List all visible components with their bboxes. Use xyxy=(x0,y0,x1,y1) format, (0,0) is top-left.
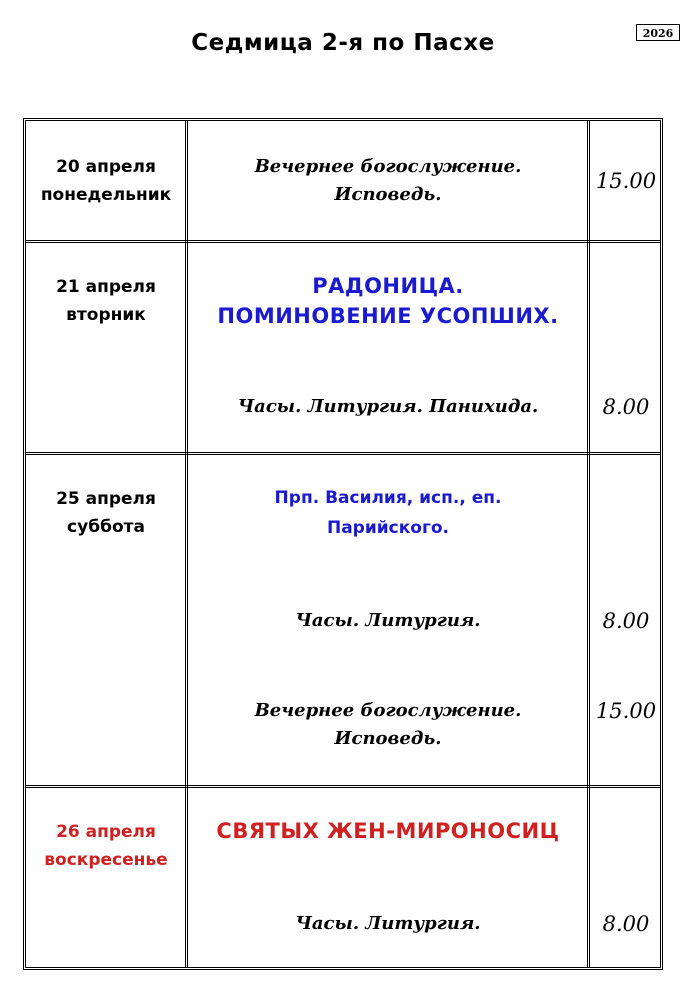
feast-line: СВЯТЫХ ЖЕН-МИРОНОСИЦ xyxy=(216,819,560,843)
feast-title xyxy=(188,483,588,543)
service-line: Часы. Литургия. xyxy=(295,913,481,934)
row-date: 25 апреля xyxy=(56,489,156,509)
service-line: Вечернее богослужение. xyxy=(254,156,522,177)
schedule-row-apr21 xyxy=(26,243,660,452)
row-date: 20 апреля xyxy=(56,157,156,177)
service-time: 15.00 xyxy=(595,169,657,193)
schedule-row-apr20 xyxy=(26,121,660,240)
schedule-table-inner xyxy=(25,120,661,968)
service-entry xyxy=(188,607,588,635)
row-date-block xyxy=(26,818,186,874)
service-line: Исповедь. xyxy=(334,184,442,205)
row-date-block xyxy=(26,485,186,541)
service-time: 8.00 xyxy=(602,912,650,936)
service-time: 15.00 xyxy=(595,699,657,723)
row-date: 21 апреля xyxy=(56,277,156,297)
row-date-block xyxy=(26,153,186,209)
schedule-table xyxy=(23,118,663,970)
service-line: Вечернее богослужение. xyxy=(254,700,522,721)
feast-line: РАДОНИЦА. xyxy=(312,274,464,298)
service-entry xyxy=(188,910,588,938)
year-badge: 2026 xyxy=(636,24,680,41)
service-time: 8.00 xyxy=(602,609,650,633)
feast-title xyxy=(188,271,588,331)
service-entry xyxy=(188,393,588,421)
service-line: Часы. Литургия. xyxy=(295,610,481,631)
schedule-row-apr26 xyxy=(26,788,660,969)
row-weekday: суббота xyxy=(67,517,145,537)
service-entry xyxy=(188,697,588,753)
schedule-row-apr25 xyxy=(26,455,660,785)
feast-title xyxy=(188,816,588,846)
service-time: 8.00 xyxy=(602,395,650,419)
row-weekday: вторник xyxy=(66,305,146,325)
service-line: Часы. Литургия. Панихида. xyxy=(237,396,539,417)
row-weekday: понедельник xyxy=(40,185,172,205)
service-entry xyxy=(188,153,588,209)
feast-line: ПОМИНОВЕНИЕ УСОПШИХ. xyxy=(217,304,559,328)
page-title: Седмица 2-я по Пасхе xyxy=(191,30,495,56)
feast-line: Парийского. xyxy=(326,518,449,538)
row-date-block xyxy=(26,273,186,329)
feast-line: Прп. Василия, исп., еп. xyxy=(274,488,502,508)
service-line: Исповедь. xyxy=(334,728,442,749)
row-date: 26 апреля xyxy=(56,822,156,842)
row-weekday: воскресенье xyxy=(44,850,168,870)
